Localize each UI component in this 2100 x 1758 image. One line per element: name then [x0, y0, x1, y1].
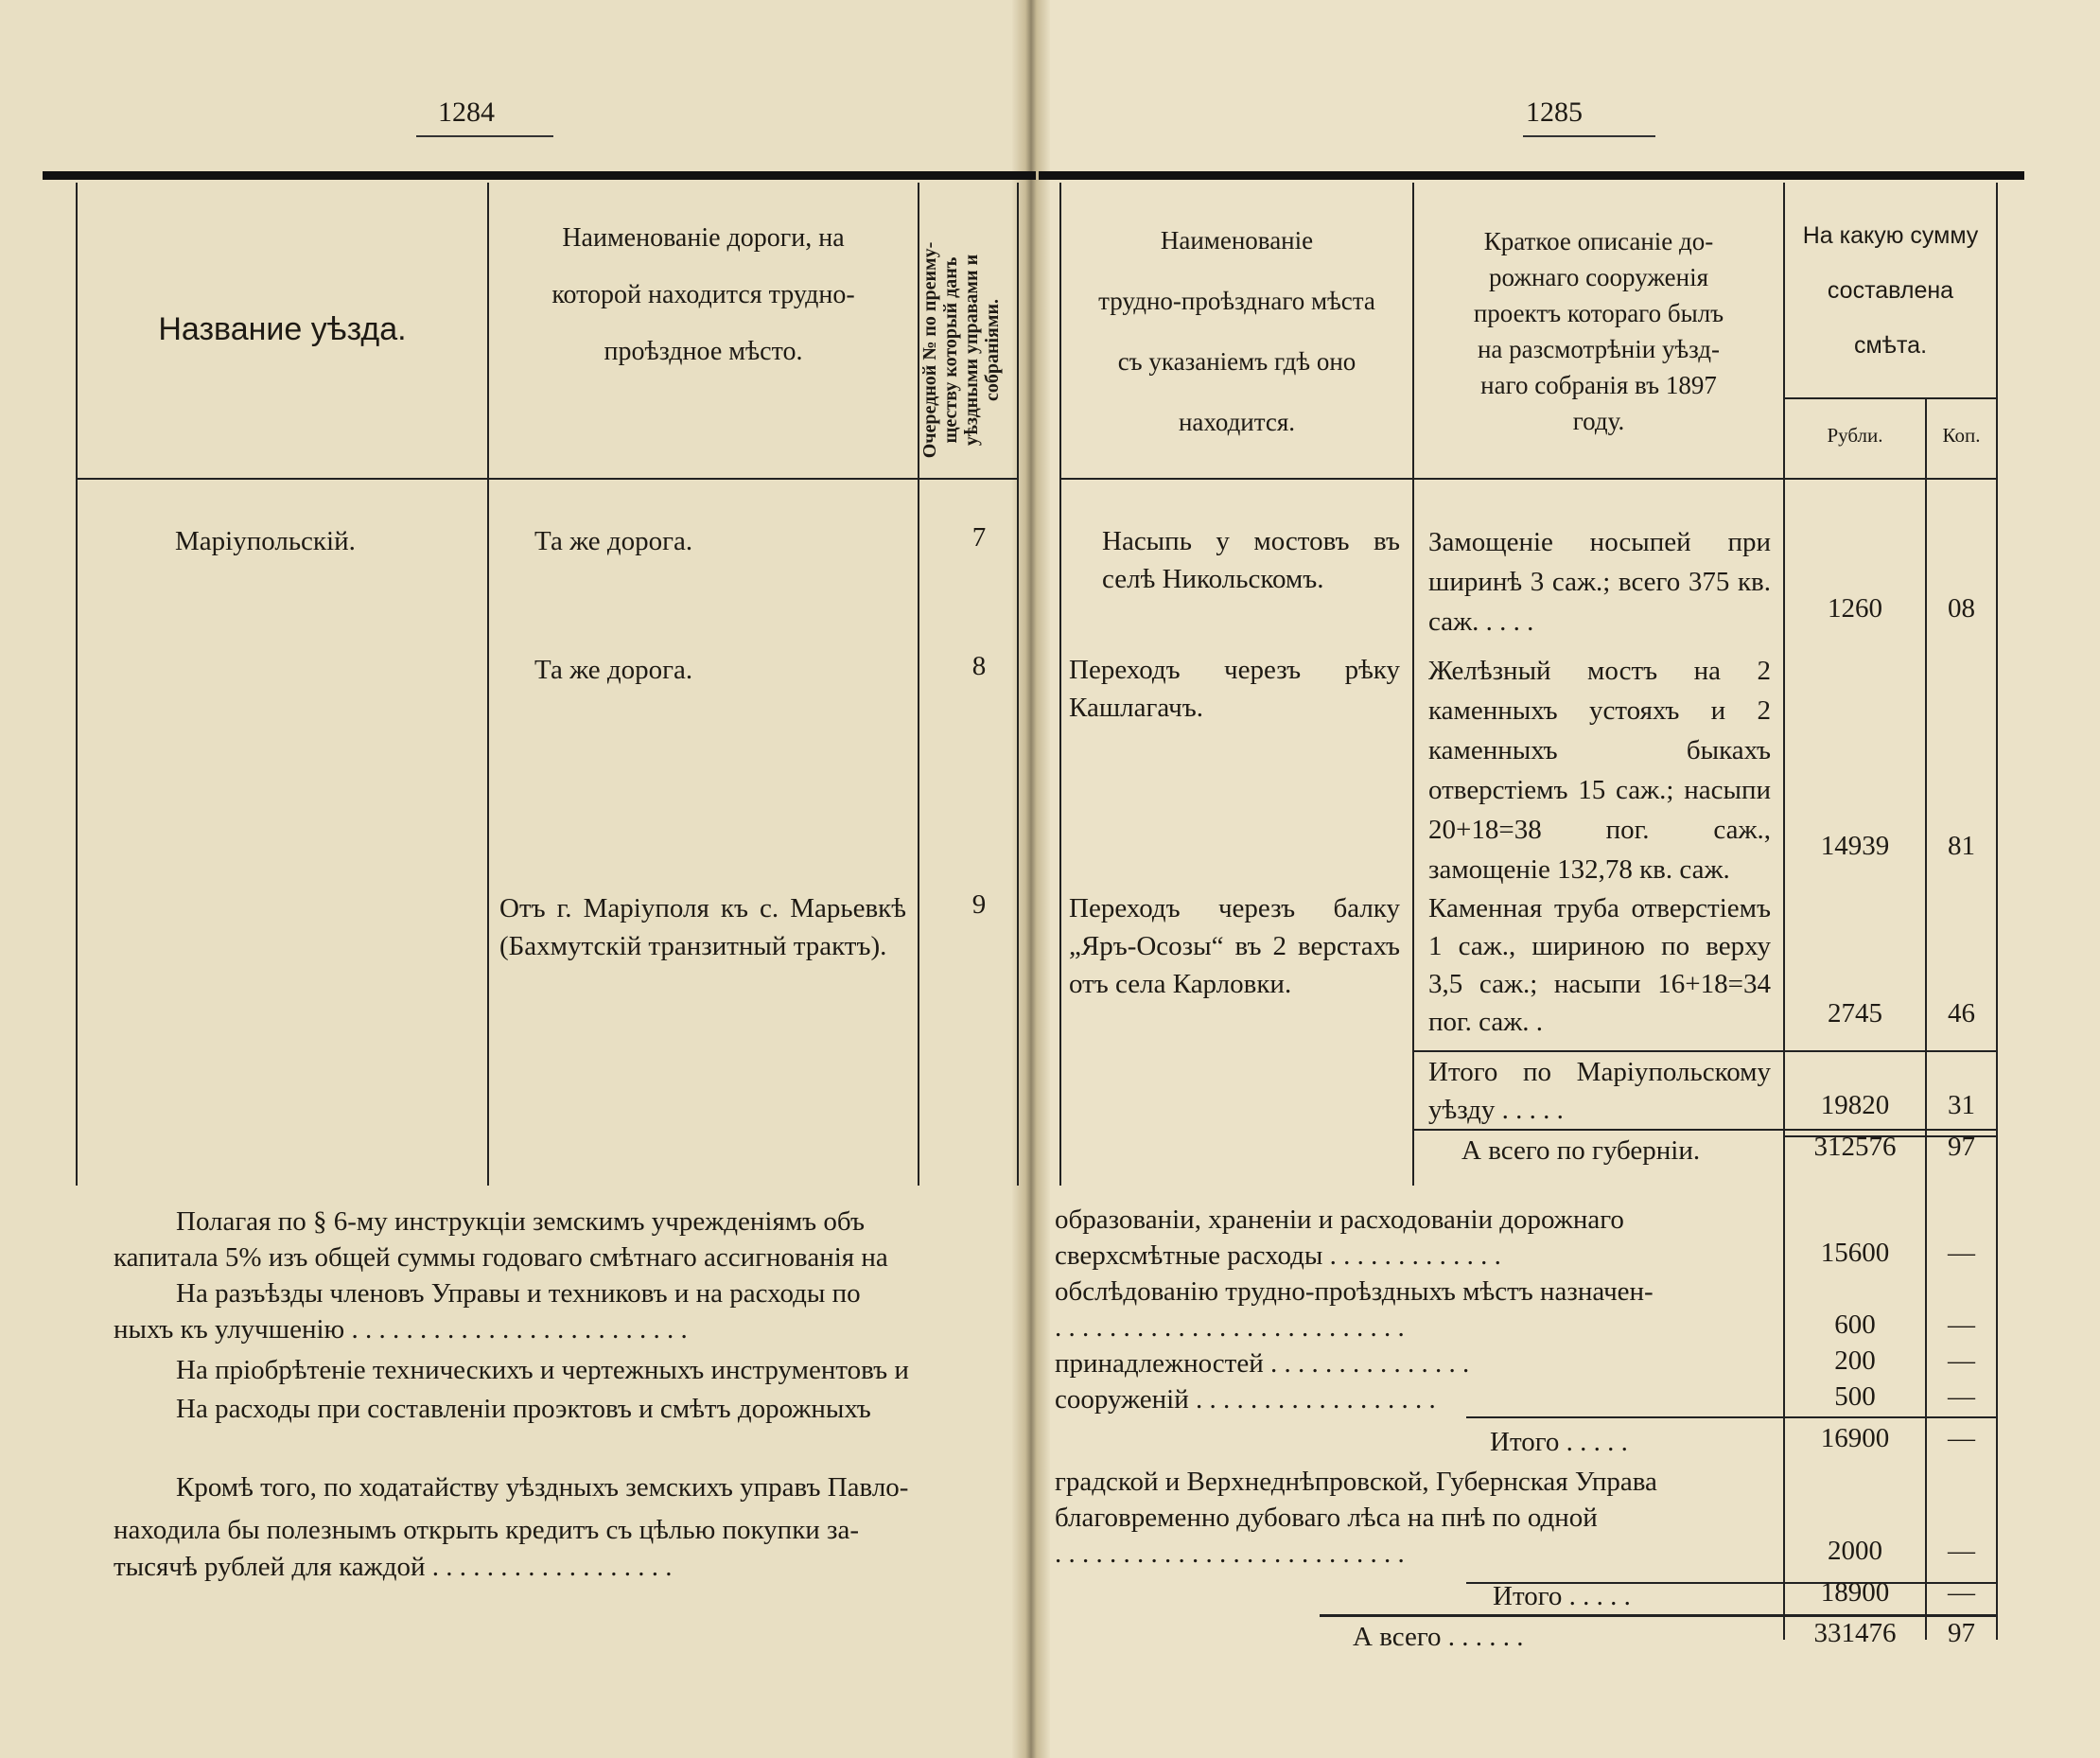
header-desc-line: на разсмотрѣніи уѣзд-: [1477, 335, 1721, 363]
text-line: сооруженій . . . . . . . . . . . . . . . . . .: [1055, 1384, 1436, 1415]
district-total-rubles: 19820: [1820, 1090, 1890, 1120]
row-district: Маріупольскій.: [175, 526, 356, 556]
header-desc-line: рожнаго сооруженія: [1489, 263, 1708, 291]
amount-rubles: 200: [1834, 1345, 1876, 1376]
district-total-rule: [1412, 1050, 1996, 1052]
header-district: Название уѣзда.: [158, 311, 407, 347]
header-place-line: находится.: [1178, 408, 1296, 436]
subtotal-kopecks: —: [1948, 1577, 1975, 1608]
row-rubles: 1260: [1828, 593, 1882, 624]
grand-total-kopecks: 97: [1948, 1618, 1975, 1648]
text-line: капитала 5% изъ общей суммы годоваго смѣтнаго ассигнованія на: [114, 1242, 888, 1273]
text-line: градской и Верхнеднѣпровской, Губернская Управа: [1055, 1467, 1657, 1497]
table-border: [1783, 183, 1785, 1640]
row-number: 7: [971, 522, 987, 553]
amount-kopecks: —: [1948, 1238, 1975, 1268]
text-line: благовременно дубоваго лѣса на пнѣ по одной: [1055, 1503, 1598, 1533]
amount-rubles: 15600: [1820, 1238, 1890, 1268]
text-line: Кромѣ того, по ходатайству уѣздныхъ земскихъ управъ Павло-: [176, 1472, 909, 1503]
district-total-kopecks: 31: [1948, 1090, 1975, 1120]
row-description: Замощеніе носыпей при ширинѣ 3 саж.; всего 375 кв. саж. . . . .: [1428, 527, 1771, 637]
header-place-line: трудно-проѣзднаго мѣста: [1098, 287, 1375, 315]
header-sum-line: смѣта.: [1853, 332, 1928, 359]
text-line: сверхсмѣтные расходы . . . . . . . . . . . . .: [1055, 1240, 1501, 1271]
header-desc-line: году.: [1572, 407, 1625, 435]
header-queue-line: собраніями.: [982, 298, 1003, 402]
page-number-left: 1284: [438, 97, 495, 128]
page-number-right: 1285: [1526, 97, 1583, 128]
row-place: Переходъ черезъ балку „Яръ-Осозы“ въ 2 верстахъ отъ села Карловки.: [1069, 893, 1400, 999]
header-bottom-rule: [1059, 478, 1996, 480]
province-total-kopecks: 97: [1948, 1132, 1975, 1162]
header-sum: [1785, 208, 1996, 373]
row-kopecks: 08: [1948, 593, 1975, 624]
row-road: Отъ г. Маріуполя къ с. Марьевкѣ (Бахмутскій транзитный трактъ).: [499, 893, 906, 961]
row-number: 9: [971, 889, 987, 920]
row-description: Желѣзный мостъ на 2 каменныхъ устояхъ и 2 каменныхъ быкахъ отверстіемъ 15 саж.; насыпи 20+18=38 пог. саж., замощеніе 132,78 кв. саж.: [1428, 656, 1771, 885]
province-total-rubles: 312576: [1813, 1132, 1897, 1162]
table-border: [1017, 183, 1019, 1186]
page-number-rule-right: [1523, 135, 1655, 137]
row-kopecks: 46: [1948, 998, 1975, 1028]
header-sum-line: На какую сумму: [1802, 222, 1979, 249]
subtotal-label: Итого . . . . .: [1490, 1427, 1628, 1457]
text-line: принадлежностей . . . . . . . . . . . . . . .: [1055, 1348, 1470, 1379]
text-line: ныхъ къ улучшенію . . . . . . . . . . . . . . . . . . . . . . . . .: [114, 1314, 688, 1345]
text-line: На расходы при составленіи проэктовъ и смѣтъ дорожныхъ: [176, 1394, 871, 1424]
text-line: обслѣдованію трудно-проѣздныхъ мѣстъ назначен-: [1055, 1276, 1654, 1307]
row-number: 8: [971, 651, 987, 681]
province-total-rule: [1412, 1129, 1996, 1131]
amount-kopecks: —: [1948, 1345, 1975, 1376]
district-total-label: Итого по Маріупольскому уѣзду . . . . .: [1428, 1057, 1771, 1125]
text-line: образованіи, храненіи и расходованіи дорожнаго: [1055, 1204, 1624, 1235]
header-desc-line: проектъ котораго былъ: [1473, 299, 1724, 327]
grand-total-label: А всего . . . . . .: [1353, 1622, 1524, 1652]
subtotal-label: Итого . . . . .: [1493, 1581, 1631, 1611]
header-desc-line: Краткое описаніе до-: [1483, 227, 1714, 255]
subtotal-rubles: 18900: [1820, 1577, 1890, 1608]
header-sum-line: составлена: [1827, 277, 1954, 304]
amount-rubles: 600: [1834, 1310, 1876, 1340]
header-queue-line: уѣздными управами и: [961, 254, 982, 447]
row-rubles: 2745: [1828, 998, 1882, 1028]
header-road-line: Наименованіе дороги, на: [562, 223, 845, 253]
row-place: Переходъ черезъ рѣку Кашлагачъ.: [1069, 655, 1400, 723]
text-line: . . . . . . . . . . . . . . . . . . . . . . . . . .: [1055, 1312, 1405, 1343]
row-rubles: 14939: [1820, 831, 1890, 861]
header-kopecks: Коп.: [1942, 424, 1981, 447]
text-line: тысячѣ рублей для каждой . . . . . . . . . . . . . . . . . .: [114, 1552, 673, 1582]
header-description: [1414, 223, 1783, 439]
page-number-rule-left: [416, 135, 553, 137]
top-rule-right: [1039, 171, 2024, 180]
row-road: Та же дорога.: [534, 655, 693, 685]
table-border: [1996, 183, 1998, 1640]
amount-rubles: 500: [1834, 1381, 1876, 1412]
header-place-line: съ указаніемъ гдѣ оно: [1117, 347, 1356, 376]
text-line: находила бы полезнымъ открыть кредитъ съ цѣлью покупки за-: [114, 1515, 860, 1545]
text-line: На разъѣзды членовъ Управы и техниковъ и на расходы по: [176, 1278, 861, 1309]
province-total-label: А всего по губерніи.: [1461, 1135, 1701, 1166]
header-bottom-rule: [76, 478, 1017, 480]
row-description: Каменная труба отверстіемъ 1 саж., шириною по верху 3,5 саж.; насыпи 16+18=34 пог. саж. .: [1428, 893, 1771, 1037]
header-road: [489, 210, 918, 380]
header-road-line: которой находится трудно-: [551, 280, 855, 309]
header-queue-line: Очередной № по преиму-: [919, 241, 940, 459]
header-queue-number: [919, 237, 1014, 464]
header-queue-line: ществу который данъ: [940, 256, 961, 444]
text-line: . . . . . . . . . . . . . . . . . . . . . . . . . .: [1055, 1538, 1405, 1569]
header-rubles: Рубли.: [1827, 424, 1883, 447]
row-kopecks: 81: [1948, 831, 1975, 861]
header-desc-line: наго собранія въ 1897: [1480, 371, 1717, 399]
sum-subheader-rule: [1783, 397, 1996, 399]
text-line: На пріобрѣтеніе техническихъ и чертежныхъ инструментовъ и: [176, 1355, 909, 1385]
amount-kopecks: —: [1948, 1536, 1975, 1566]
amount-kopecks: —: [1948, 1381, 1975, 1412]
text-line: Полагая по § 6-му инструкціи земскимъ учрежденіямъ объ: [176, 1206, 865, 1237]
header-place: [1061, 210, 1412, 452]
header-place-line: Наименованіе: [1160, 226, 1314, 255]
grand-total-rubles: 331476: [1813, 1618, 1897, 1648]
amount-kopecks: —: [1948, 1310, 1975, 1340]
row-place: Насыпь у мостовъ въ селѣ Никольскомъ.: [1102, 526, 1400, 594]
subtotal-rubles: 16900: [1820, 1423, 1890, 1453]
top-rule-left: [43, 171, 1036, 180]
row-road: Та же дорога.: [534, 526, 693, 556]
amount-rubles: 2000: [1828, 1536, 1882, 1566]
header-road-line: проѣздное мѣсто.: [604, 337, 803, 366]
subtotal-kopecks: —: [1948, 1423, 1975, 1453]
